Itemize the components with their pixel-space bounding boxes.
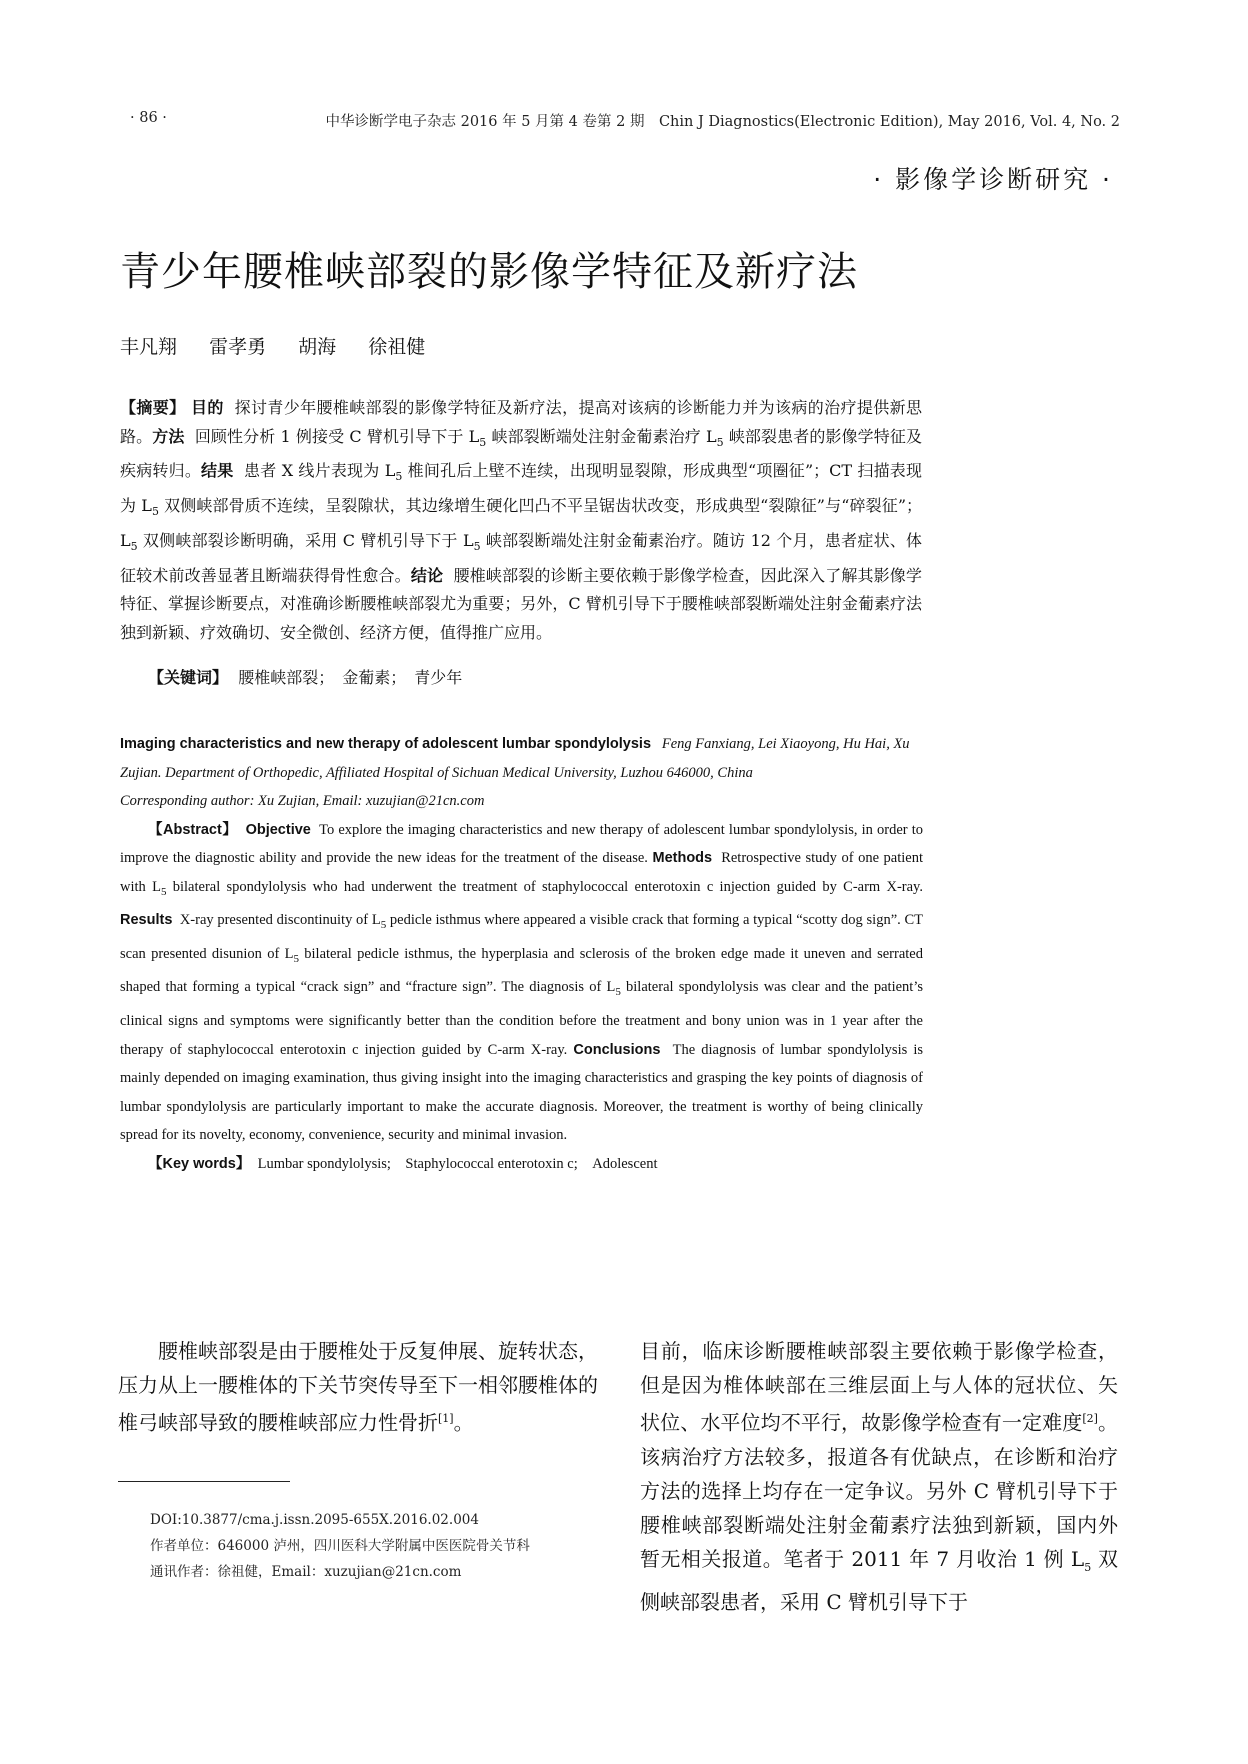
objective-text: 探讨青少年腰椎峡部裂的影像学特征及新疗法，提高对该病的诊断能力并为该病的治疗提供新思路。: [120, 398, 922, 446]
citation-ref: [2]: [1082, 1412, 1098, 1425]
doi: DOI:10.3877/cma.j.issn.2095-655X.2016.02.004: [150, 1512, 479, 1528]
page-number: · 86 ·: [130, 110, 167, 126]
article-title: 青少年腰椎峡部裂的影像学特征及新疗法: [120, 249, 858, 295]
body-right-column: 目前，临床诊断腰椎峡部裂主要依赖于影像学检查，但是因为椎体峡部在三维层面上与人体的冠状位、矢状位、水平位均不平行，故影像学检查有一定难度[2]。该病治疗方法较多，报道各有优缺点，在诊断和治疗方法的选择上均存在一定争议。另外 C 臂机引导下于腰椎峡部裂断端处注射金葡素疗法独到新颖，国内外暂无相关报道。笔者于 2011 年 7 月收治 1 例 $L_5$ 双侧峡部裂患者，采用 C 臂机引导下于: [640, 1339, 1119, 1614]
author-list: [120, 332, 451, 359]
abstract-english: 【Abstract】 Objective To explore the imaging characteristics and new therapy of adolescent lumbar spondylolysis, in order to improve the diagnostic ability and provide the new ideas for the treatment of the disease. Methods Retrospective study of one patient with $L_5$ bilateral spondylolysis who had underwent the treatment of staphylococcal enterotoxin c injection guided by C-arm X-ray. Results X-ray presented discontinuity of $L_5$ pedicle isthmus where appeared a visible crack that forming a typical “scotty dog sign”. CT scan presented disunion of $L_5$ bilateral pedicle isthmus, the hyperplasia and sclerosis of the broken edge made it uneven and serrated shaped that forming a typical “crack sign” and “fracture sign”. The diagnosis of $L_5$ bilateral spondylolysis was clear and the patient’s clinical signs and symptoms were significantly better than the condition before the treatment and bony union was in 1 year after the therapy of staphylococcal enterotoxin c injection guided by C-arm X-ray. Conclusions The diagnosis of lumbar spondylolysis is mainly depended on imaging examination, thus giving insight into the imaging characteristics and grasping the key points of diagnosis of lumbar spondylolysis are particularly important to make the accurate diagnosis. Moreover, the treatment is worthy of being clinically spread for its novelty, economy, convenience, security and minimal invasion.: [120, 821, 924, 1144]
footnote-divider: [118, 1481, 290, 1482]
methods-label: 方法: [152, 426, 185, 446]
english-title: Imaging characteristics and new therapy of adolescent lumbar spondylolysis: [120, 736, 652, 752]
methods-text: 回顾性分析 1 例接受 C 臂机引导下于 L: [194, 426, 480, 446]
results-label: 结果: [201, 461, 234, 481]
body-left-column: 腰椎峡部裂是由于腰椎处于反复伸展、旋转状态，压力从上一腰椎体的下关节突传导至下一相邻腰椎体的椎弓峡部导致的腰椎峡部应力性骨折[1]。: [118, 1339, 598, 1435]
keywords-text: 腰椎峡部裂； 金葡素； 青少年: [238, 668, 463, 687]
keywords-label: 【关键词】: [148, 668, 229, 687]
objective-label: 目的: [190, 398, 224, 417]
results-text: 患者 X 线片表现为 L: [244, 461, 396, 481]
english-authors-affiliation: Feng Fanxiang, Lei Xiaoyong, Hu Hai, Xu Zujian. Department of Orthopedic, Affiliated Hospital of Sichuan Medical University, Luzhou 646000, China: [120, 736, 910, 781]
section-label: · 影像学诊断研究 ·: [873, 165, 1113, 194]
english-abstract-block: [120, 730, 923, 1178]
abstract-chinese: 【摘要】 目的 探讨青少年腰椎峡部裂的影像学特征及新疗法，提高对该病的诊断能力并为该病的治疗提供新思路。方法 回顾性分析 1 例接受 C 臂机引导下于 $L_5$ 峡部裂断端处注射金葡素治疗 $L_5$ 峡部裂患者的影像学特征及疾病转归。结果 患者 X 线片表现为 $L_5$ 椎间孔后上壁不连续，出现明显裂隙，形成典型“项圈征”；CT 扫描表现为 $L_5$ 双侧峡部骨质不连续，呈裂隙状，其边缘增生硬化凹凸不平呈锯齿状改变，形成典型“裂隙征”与“碎裂征”；$L_5$ 双侧峡部裂诊断明确，采用 C 臂机引导下于 $L_5$ 峡部裂断端处注射金葡素治疗。随访 12 个月，患者症状、体征较术前改善显著且断端获得骨性愈合。结论 腰椎峡部裂的诊断主要依赖于影像学检查，因此深入了解其影像学特征、掌握诊断要点，对准确诊断腰椎峡部裂尤为重要；另外，C 臂机引导下于腰椎峡部裂断端处注射金葡素疗法独到新颖、疗效确切、安全微创、经济方便，值得推广应用。: [120, 398, 922, 642]
conclusion-text: 腰椎峡部裂的诊断主要依赖于影像学检查，因此深入了解其影像学特征、掌握诊断要点，对准确诊断腰椎峡部裂尤为重要；另外，C 臂机引导下于腰椎峡部裂断端处注射金葡素疗法独到新颖、疗效确切、安全微创、经济方便，值得推广应用。: [120, 565, 922, 642]
author: 雷孝勇: [209, 336, 267, 358]
footnote: [150, 1507, 530, 1585]
english-title-line: [120, 730, 923, 787]
author-affiliation: 作者单位：646000 泸州，四川医科大学附属中医医院骨关节科: [150, 1538, 530, 1554]
corresponding-author-cn: 通讯作者：徐祖健，Email：xuzujian@21cn.com: [150, 1564, 462, 1580]
journal-citation: 中华诊断学电子杂志 2016 年 5 月第 4 卷第 2 期 Chin J Diagnostics(Electronic Edition), May 2016, Vol. 4, No. 2: [325, 114, 1120, 130]
author: 徐祖健: [368, 336, 426, 358]
author: 胡海: [298, 336, 337, 358]
citation-ref: [1]: [438, 1412, 454, 1425]
corresponding-author: Corresponding author: Xu Zujian, Email: xuzujian@21cn.com: [120, 793, 485, 810]
author: 丰凡翔: [120, 336, 178, 358]
abstract-label: 【摘要】: [120, 398, 186, 417]
conclusion-label: 结论: [410, 565, 444, 585]
keywords-english: 【Key words】 Lumbar spondylolysis; Staphylococcal enterotoxin c; Adolescent: [148, 1155, 658, 1172]
keywords-chinese: [148, 665, 462, 688]
